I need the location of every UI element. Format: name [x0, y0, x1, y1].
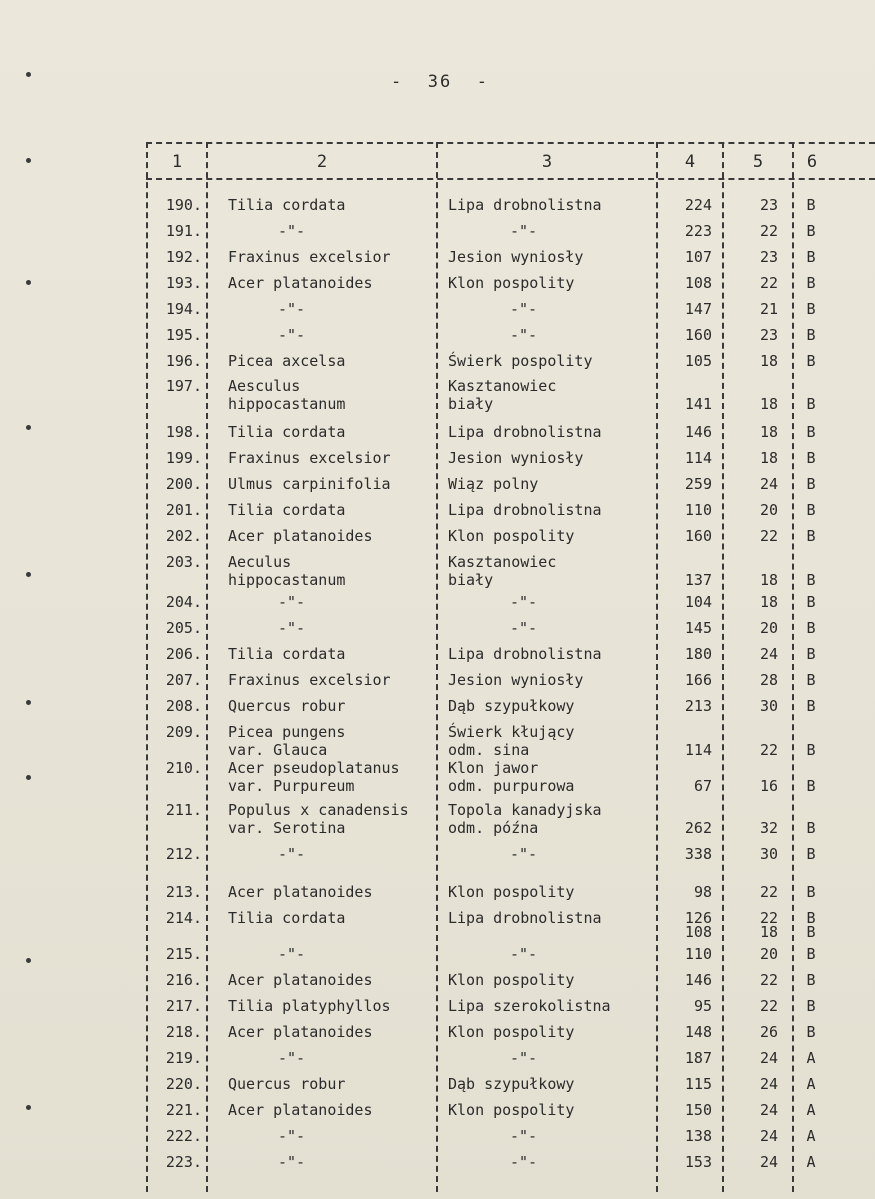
latin-name: Tilia cordata [228, 196, 346, 214]
height-value: 24 [759, 1049, 778, 1067]
polish-name: -"- [510, 1049, 538, 1067]
condition-class: B [806, 945, 816, 963]
latin-name: -"- [278, 1127, 306, 1145]
circumference-value: 146 [684, 971, 712, 989]
latin-name-line2: hippocastanum [228, 395, 346, 413]
row-number: 214. [165, 909, 202, 927]
condition-class: B [806, 222, 816, 240]
height-value: 28 [759, 671, 778, 689]
condition-class: B [806, 593, 816, 611]
condition-class: A [806, 1049, 816, 1067]
polish-name-line2: biały [448, 571, 494, 589]
latin-name: -"- [278, 619, 306, 637]
condition-class: B [806, 883, 816, 901]
row-number: 191. [165, 222, 202, 240]
latin-name: Acer platanoides [228, 527, 373, 545]
latin-name: -"- [278, 845, 306, 863]
punch-hole-mark [26, 1105, 31, 1110]
polish-name: Lipa drobnolistna [448, 645, 602, 663]
circumference-value: 114 [684, 741, 712, 759]
circumference-value: 110 [684, 501, 712, 519]
latin-name: Picea pungens [228, 723, 346, 741]
condition-class: B [806, 571, 816, 589]
latin-name-line2: hippocastanum [228, 571, 346, 589]
row-number: 205. [165, 619, 202, 637]
row-number: 210. [165, 759, 202, 777]
circumference-value: 148 [684, 1023, 712, 1041]
height-value: 18 [759, 423, 778, 441]
condition-class: B [806, 971, 816, 989]
circumference-value: 110 [684, 945, 712, 963]
circumference-value: 138 [684, 1127, 712, 1145]
row-number: 212. [165, 845, 202, 863]
polish-name: Topola kanadyjska [448, 801, 602, 819]
tree-inventory-table [146, 142, 875, 1192]
polish-name: Dąb szypułkowy [448, 1075, 575, 1093]
latin-name: Ulmus carpinifolia [228, 475, 391, 493]
row-number: 195. [165, 326, 202, 344]
polish-name: -"- [510, 945, 538, 963]
condition-class: B [806, 248, 816, 266]
latin-name: Acer pseudoplatanus [228, 759, 400, 777]
height-value: 20 [759, 945, 778, 963]
circumference-value: 150 [684, 1101, 712, 1119]
circumference-value: 141 [684, 395, 712, 413]
condition-class: B [806, 326, 816, 344]
condition-class: B [806, 501, 816, 519]
page-number: - 36 - [391, 72, 489, 92]
table-top-rule [146, 142, 875, 144]
row-number: 217. [165, 997, 202, 1015]
polish-name: Lipa drobnolistna [448, 909, 602, 927]
height-value: 16 [759, 777, 778, 795]
height-value: 24 [759, 1075, 778, 1093]
header-col-5: 5 [752, 152, 764, 172]
polish-name: Kasztanowiec [448, 377, 557, 395]
polish-name: -"- [510, 300, 538, 318]
polish-name: -"- [510, 845, 538, 863]
height-value: 23 [759, 248, 778, 266]
punch-hole-mark [26, 700, 31, 705]
polish-name: Świerk kłujący [448, 723, 575, 741]
condition-class: A [806, 1075, 816, 1093]
circumference-value: 98 [693, 883, 712, 901]
header-col-1: 1 [171, 152, 183, 172]
polish-name-line2: odm. purpurowa [448, 777, 575, 795]
circumference-value: 180 [684, 645, 712, 663]
latin-name: -"- [278, 945, 306, 963]
circumference-value: 95 [693, 997, 712, 1015]
column-divider [206, 142, 208, 1192]
circumference-value: 259 [684, 475, 712, 493]
row-number: 204. [165, 593, 202, 611]
circumference-value: 145 [684, 619, 712, 637]
circumference-value: 224 [684, 196, 712, 214]
height-value: 22 [759, 883, 778, 901]
height-value: 18 [759, 449, 778, 467]
polish-name: Klon pospolity [448, 1023, 575, 1041]
condition-class: B [806, 741, 816, 759]
circumference-value-2: 108 [684, 923, 712, 941]
condition-class: B [806, 619, 816, 637]
height-value: 22 [759, 909, 778, 927]
condition-class: B [806, 352, 816, 370]
latin-name: Acer platanoides [228, 1023, 373, 1041]
polish-name: Klon pospolity [448, 1101, 575, 1119]
condition-class: B [806, 527, 816, 545]
latin-name-line2: var. Purpureum [228, 777, 355, 795]
condition-class: B [806, 845, 816, 863]
height-value: 32 [759, 819, 778, 837]
condition-class: B [806, 423, 816, 441]
condition-class: B [806, 645, 816, 663]
row-number: 199. [165, 449, 202, 467]
header-col-2: 2 [316, 152, 328, 172]
height-value: 21 [759, 300, 778, 318]
row-number: 207. [165, 671, 202, 689]
latin-name-line2: var. Glauca [228, 741, 328, 759]
header-col-4: 4 [684, 152, 696, 172]
polish-name: Świerk pospolity [448, 352, 593, 370]
polish-name: -"- [510, 326, 538, 344]
circumference-value: 147 [684, 300, 712, 318]
latin-name: -"- [278, 1049, 306, 1067]
circumference-value: 213 [684, 697, 712, 715]
row-number: 194. [165, 300, 202, 318]
row-number: 215. [165, 945, 202, 963]
latin-name: Tilia cordata [228, 645, 346, 663]
polish-name: Wiąz polny [448, 475, 539, 493]
polish-name: Klon pospolity [448, 274, 575, 292]
condition-class: A [806, 1101, 816, 1119]
condition-class-2: B [806, 923, 816, 941]
circumference-value: 262 [684, 819, 712, 837]
height-value: 18 [759, 593, 778, 611]
condition-class: B [806, 819, 816, 837]
circumference-value: 126 [684, 909, 712, 927]
row-number: 211. [165, 801, 202, 819]
polish-name: -"- [510, 222, 538, 240]
condition-class: B [806, 395, 816, 413]
latin-name-line2: var. Serotina [228, 819, 346, 837]
height-value: 20 [759, 501, 778, 519]
latin-name: Tilia cordata [228, 501, 346, 519]
header-col-3: 3 [541, 152, 553, 172]
height-value: 24 [759, 645, 778, 663]
punch-hole-mark [26, 280, 31, 285]
punch-hole-mark [26, 775, 31, 780]
circumference-value: 115 [684, 1075, 712, 1093]
polish-name: Jesion wyniosły [448, 248, 584, 266]
condition-class: B [806, 671, 816, 689]
polish-name: Jesion wyniosły [448, 671, 584, 689]
circumference-value: 107 [684, 248, 712, 266]
circumference-value: 166 [684, 671, 712, 689]
latin-name: Picea axcelsa [228, 352, 346, 370]
latin-name: Aesculus [228, 377, 301, 395]
latin-name: -"- [278, 326, 306, 344]
row-number: 221. [165, 1101, 202, 1119]
row-number: 218. [165, 1023, 202, 1041]
circumference-value: 338 [684, 845, 712, 863]
height-value-2: 18 [759, 923, 778, 941]
latin-name: -"- [278, 1153, 306, 1171]
latin-name: Acer platanoides [228, 274, 373, 292]
polish-name: -"- [510, 1127, 538, 1145]
circumference-value: 105 [684, 352, 712, 370]
height-value: 24 [759, 475, 778, 493]
condition-class: A [806, 1153, 816, 1171]
circumference-value: 187 [684, 1049, 712, 1067]
polish-name: Lipa drobnolistna [448, 196, 602, 214]
height-value: 22 [759, 274, 778, 292]
polish-name: Klon pospolity [448, 883, 575, 901]
polish-name-line2: biały [448, 395, 494, 413]
latin-name: Fraxinus excelsior [228, 248, 391, 266]
polish-name: Klon pospolity [448, 971, 575, 989]
polish-name: -"- [510, 593, 538, 611]
punch-hole-mark [26, 72, 31, 77]
circumference-value: 104 [684, 593, 712, 611]
condition-class: B [806, 1023, 816, 1041]
circumference-value: 160 [684, 527, 712, 545]
row-number: 208. [165, 697, 202, 715]
height-value: 20 [759, 619, 778, 637]
polish-name: -"- [510, 619, 538, 637]
height-value: 30 [759, 697, 778, 715]
height-value: 23 [759, 326, 778, 344]
row-number: 202. [165, 527, 202, 545]
polish-name: -"- [510, 1153, 538, 1171]
column-divider [722, 142, 724, 1192]
latin-name: -"- [278, 222, 306, 240]
latin-name: Fraxinus excelsior [228, 671, 391, 689]
latin-name: Tilia cordata [228, 423, 346, 441]
row-number: 209. [165, 723, 202, 741]
punch-hole-mark [26, 158, 31, 163]
polish-name: Klon pospolity [448, 527, 575, 545]
row-number: 206. [165, 645, 202, 663]
latin-name: -"- [278, 300, 306, 318]
condition-class: B [806, 909, 816, 927]
row-number: 216. [165, 971, 202, 989]
circumference-value: 223 [684, 222, 712, 240]
height-value: 18 [759, 571, 778, 589]
row-number: 220. [165, 1075, 202, 1093]
condition-class: B [806, 196, 816, 214]
circumference-value: 153 [684, 1153, 712, 1171]
row-number: 198. [165, 423, 202, 441]
row-number: 222. [165, 1127, 202, 1145]
latin-name: Aeculus [228, 553, 292, 571]
height-value: 22 [759, 971, 778, 989]
polish-name: Kasztanowiec [448, 553, 557, 571]
polish-name: Lipa drobnolistna [448, 501, 602, 519]
latin-name: Acer platanoides [228, 883, 373, 901]
circumference-value: 108 [684, 274, 712, 292]
height-value: 26 [759, 1023, 778, 1041]
height-value: 24 [759, 1101, 778, 1119]
height-value: 22 [759, 997, 778, 1015]
polish-name: Lipa drobnolistna [448, 423, 602, 441]
condition-class: B [806, 997, 816, 1015]
height-value: 22 [759, 527, 778, 545]
latin-name: Populus x canadensis [228, 801, 409, 819]
circumference-value: 114 [684, 449, 712, 467]
row-number: 190. [165, 196, 202, 214]
condition-class: B [806, 274, 816, 292]
row-number: 219. [165, 1049, 202, 1067]
height-value: 18 [759, 395, 778, 413]
row-number: 203. [165, 553, 202, 571]
height-value: 22 [759, 222, 778, 240]
circumference-value: 67 [693, 777, 712, 795]
condition-class: B [806, 449, 816, 467]
row-number: 223. [165, 1153, 202, 1171]
polish-name: Jesion wyniosły [448, 449, 584, 467]
polish-name: Lipa szerokolistna [448, 997, 611, 1015]
height-value: 24 [759, 1127, 778, 1145]
polish-name-line2: odm. sina [448, 741, 530, 759]
height-value: 18 [759, 352, 778, 370]
latin-name: Acer platanoides [228, 1101, 373, 1119]
height-value: 23 [759, 196, 778, 214]
condition-class: B [806, 300, 816, 318]
header-col-6: 6 [806, 152, 818, 172]
condition-class: A [806, 1127, 816, 1145]
circumference-value: 160 [684, 326, 712, 344]
latin-name: Quercus robur [228, 1075, 346, 1093]
row-number: 201. [165, 501, 202, 519]
punch-hole-mark [26, 425, 31, 430]
table-header-rule [146, 178, 875, 180]
circumference-value: 146 [684, 423, 712, 441]
latin-name: Quercus robur [228, 697, 346, 715]
polish-name: Dąb szypułkowy [448, 697, 575, 715]
row-number: 200. [165, 475, 202, 493]
height-value: 24 [759, 1153, 778, 1171]
column-divider [792, 142, 794, 1192]
punch-hole-mark [26, 572, 31, 577]
latin-name: -"- [278, 593, 306, 611]
height-value: 30 [759, 845, 778, 863]
condition-class: B [806, 697, 816, 715]
row-number: 197. [165, 377, 202, 395]
row-number: 193. [165, 274, 202, 292]
latin-name: Tilia platyphyllos [228, 997, 391, 1015]
row-number: 192. [165, 248, 202, 266]
polish-name: Klon jawor [448, 759, 539, 777]
row-number: 196. [165, 352, 202, 370]
circumference-value: 137 [684, 571, 712, 589]
polish-name-line2: odm. późna [448, 819, 539, 837]
height-value: 22 [759, 741, 778, 759]
condition-class: B [806, 777, 816, 795]
latin-name: Fraxinus excelsior [228, 449, 391, 467]
row-number: 213. [165, 883, 202, 901]
condition-class: B [806, 475, 816, 493]
latin-name: Tilia cordata [228, 909, 346, 927]
latin-name: Acer platanoides [228, 971, 373, 989]
punch-hole-mark [26, 958, 31, 963]
